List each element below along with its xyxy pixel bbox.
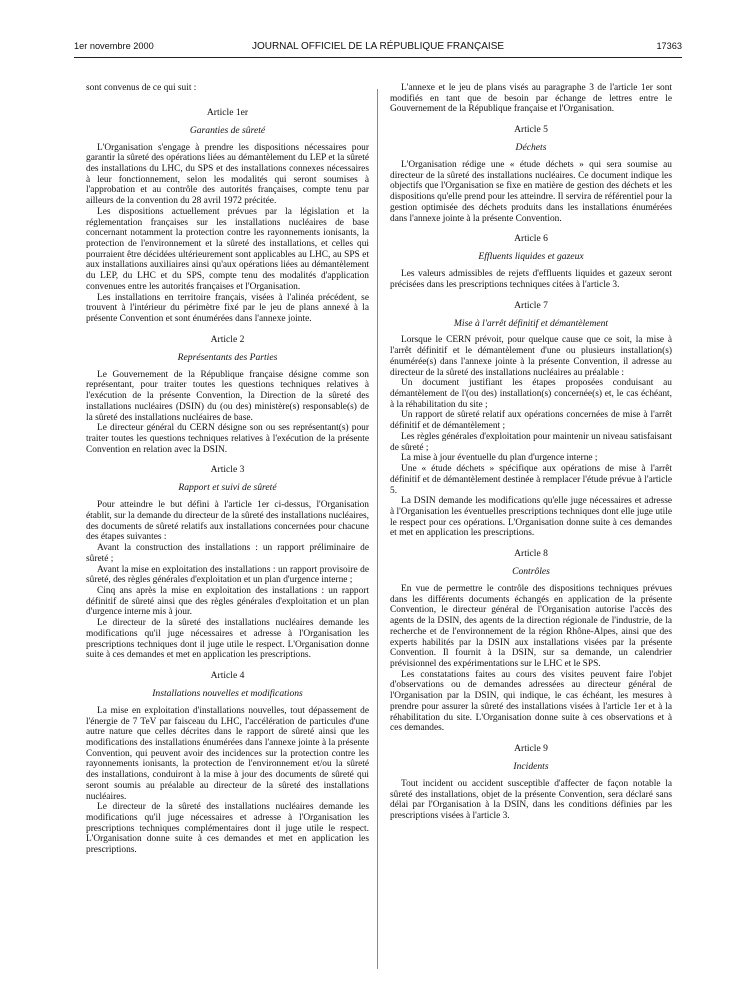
article-1-heading: Article 1er [206,106,249,118]
article-5-heading: Article 5 [514,124,548,136]
article-6-paragraph: Les valeurs admissibles de rejets d'effluents liquides et gazeux seront précisées dans les prescriptions techniques citées à l'article 3. [390,269,672,290]
article-3-paragraph: Avant la construction des installations : un rapport préliminaire de sûreté ; [86,543,369,564]
article-7-paragraph: Une « étude déchets » spécifique aux opérations de mise à l'arrêt définitif et de démantèlement destinée à remplacer l'étude prévue à l'article 5. [390,464,672,496]
page-number: 17363 [656,41,682,51]
page-header [74,41,682,55]
right-intro: L'annexe et le jeu de plans visés au paragraphe 3 de l'article 1er sont modifiés en tant que de besoin par échange de lettres entre le Gouvernement de la République française et l'Organisation. [390,83,672,115]
article-3-heading: Article 3 [210,464,245,476]
right-column [390,83,672,822]
left-column [86,83,369,856]
article-8-heading: Article 8 [514,548,548,560]
article-1-subtitle: Garanties de sûreté [189,124,266,136]
article-3-paragraph: Le directeur de la sûreté des installations nucléaires demande les modifications qu'il juge nécessaires et adresse à l'Organisation les prescriptions techniques dont il juge utile le respect. L'Organisation donne suite à ces demandes et met en application les prescriptions. [86,618,369,661]
article-2-heading: Article 2 [210,333,245,345]
article-2-subtitle: Représentants des Parties [177,351,278,363]
left-intro: sont convenus de ce qui suit : [86,83,197,93]
article-2-paragraph: Le Gouvernement de la République française désigne comme son représentant, pour traiter toutes les questions techniques relatives à l'exécution de la présente Convention, la Direction de la sûreté des installations nucléaires (DSIN) du (ou des) ministère(s) responsable(s) de la sûreté des installations nucléaires de base. [86,369,369,423]
article-7-paragraph: La mise à jour éventuelle du plan d'urgence interne ; [401,453,598,464]
article-5-paragraph: L'Organisation rédige une « étude déchets » qui sera soumise au directeur de la sûreté des installations nucléaires. Ce document indique les objectifs que l'Organisation se fixe en matière de gestion des déchets et les dispositions qu'elle prend pour les atteindre. Il servira de référentiel pour la gestion optimisée des déchets produits dans les installations énumérées dans l'annexe jointe à la présente Convention. [390,160,672,224]
article-1-paragraph: L'Organisation s'engage à prendre les dispositions nécessaires pour garantir la sûreté des opérations liées au démantèlement du LEP et la sûreté des installations du LHC, du SPS et des installations connexes nécessaires à leur fonctionnement, selon les modalités qui seront soumises à l'approbation et au contrôle des autorités françaises, compte tenu par ailleurs de la convention du 28 avril 1972 précitée. [86,142,369,207]
article-9-subtitle: Incidents [513,760,549,772]
article-8-paragraph: En vue de permettre le contrôle des dispositions techniques prévues dans les différents documents échangés en application de la présente Convention, le directeur général de l'Organisation autorise l'accès des agents de la DSIN, des agents de la direction régionale de l'industrie, de la recherche et de l'environnement de la région Rhône-Alpes, ainsi que des experts habilités par la DSIN aux installations visées par la présente Convention. Il fournit à la DSIN, sur sa demande, un calendrier prévisionnel des expérimentations sur le LHC et le SPS. [390,583,672,669]
article-8-subtitle: Contrôles [512,566,550,578]
article-1-paragraph: Les installations en territoire français, visées à l'alinéa précédent, se trouvent à l'intérieur du périmètre fixé par le jeu de plans annexé à la présente Convention et sont énumérées dans l'annexe jointe. [86,292,369,325]
article-1-paragraph: Les dispositions actuellement prévues par la législation et la réglementation françaises sur les installations nucléaires de base concernant notamment la protection contre les rayonnements ionisants, la protection de l'environnement et la sûreté des installations, et celles qui pourraient être décidées ultérieurement sont applicables au LHC, au SPS et aux installations auxiliaires ainsi qu'aux opérations liées au démantèlement du LEP, du LHC et du SPS, compte tenu des modalités d'application convenues entre les autorités françaises et l'Organisation. [86,206,369,292]
article-4-paragraph: La mise en exploitation d'installations nouvelles, tout dépassement de l'énergie de 7 TeV par faisceau du LHC, l'accélération de particules d'une autre nature que celles décrites dans le rapport de sûreté ainsi que les modifications des installations énumérées dans l'annexe jointe à la présente Convention, qui peuvent avoir des incidences sur la protection contre les rayonnements ionisants, la protection de l'environnement et/ou la sûreté des installations, conduiront à la mise à jour des documents de sûreté qui seront soumis au préalable au directeur de la sûreté des installations nucléaires. [86,705,369,802]
article-4-heading: Article 4 [210,670,245,681]
article-7-paragraph: Un document justifiant les étapes proposées conduisant au démantèlement de l'(ou des) installation(s) concernée(s) et, le cas échéant, à la réhabilitation du site ; [390,378,672,410]
article-7-paragraph: Les règles générales d'exploitation pour maintenir un niveau satisfaisant de sûreté ; [390,431,672,453]
article-9-heading: Article 9 [514,743,548,754]
article-3-paragraph: Cinq ans après la mise en exploitation des installations : un rapport définitif de sûreté ainsi que des règles générales d'exploitation et un plan d'urgence interne mis à jour. [86,585,369,618]
article-4-subtitle: Installations nouvelles et modifications [152,687,303,699]
article-7-heading: Article 7 [514,299,548,311]
article-2-paragraph: Le directeur général du CERN désigne son ou ses représentant(s) pour traiter toutes les questions techniques relatives à l'exécution de la présente Convention en relation avec la DSIN. [86,423,369,455]
article-4-paragraph: Le directeur de la sûreté des installations nucléaires demande les modifications qu'il juge nécessaires et adresse à l'Organisation les prescriptions techniques complémentaires dont il juge utile le respect. L'Organisation donne suite à ces demandes et met en application les prescriptions. [86,802,369,856]
article-9-paragraph: Tout incident ou accident susceptible d'affecter de façon notable la sûreté des installations, objet de la présente Convention, sera déclaré sans délai par l'Organisation à la DSIN, dans les conditions définies par les prescriptions visées à l'article 3. [390,778,672,821]
article-3-paragraph: Pour atteindre le but défini à l'article 1er ci-dessus, l'Organisation établit, sur la demande du directeur de la sûreté des installations nucléaires, des documents de sûreté relatifs aux installations concernées pour chacune des étapes suivantes : [86,500,369,543]
column-divider [377,89,378,969]
article-7-paragraph: Un rapport de sûreté relatif aux opérations concernées de mise à l'arrêt définitif et de démantèlement ; [390,410,672,432]
article-3-subtitle: Rapport et suivi de sûreté [178,482,277,494]
article-3-paragraph: Avant la mise en exploitation des installations : un rapport provisoire de sûreté, des règles générales d'exploitation et un plan d'urgence interne ; [86,564,369,586]
header-date: 1er novembre 2000 [74,41,154,51]
article-7-subtitle: Mise à l'arrêt définitif et démantèlement [453,317,609,329]
journal-title: JOURNAL OFFICIEL DE LA RÉPUBLIQUE FRANÇAISE [251,41,505,52]
article-7-paragraph: La DSIN demande les modifications qu'elle juge nécessaires et adresse à l'Organisation les éventuelles prescriptions techniques dont elle juge utile le respect pour ces opérations. L'Organisation donne suite à ces demandes et met en application les prescriptions. [390,496,672,539]
article-7-paragraph: Lorsque le CERN prévoit, pour quelque cause que ce soit, la mise à l'arrêt définitif et le démantèlement d'une ou plusieurs installation(s) énumérée(s) dans l'annexe jointe à la présente Convention, il adresse au directeur de la sûreté des installations nucléaires au préalable : [390,335,672,378]
article-8-paragraph: Les constatations faites au cours des visites peuvent faire l'objet d'observations ou de demandes adressées au directeur général de l'Organisation par la DSIN, qui indique, le cas échéant, les mesures à prendre pour assurer la sûreté des installations visées à l'article 1er et à la réhabilitation du site. L'Organisation donne suite à ces observations et à ces demandes. [390,669,672,734]
article-6-subtitle: Effluents liquides et gazeux [478,251,584,263]
article-5-subtitle: Déchets [515,142,547,154]
header-rule [74,57,682,58]
article-6-heading: Article 6 [514,233,548,245]
